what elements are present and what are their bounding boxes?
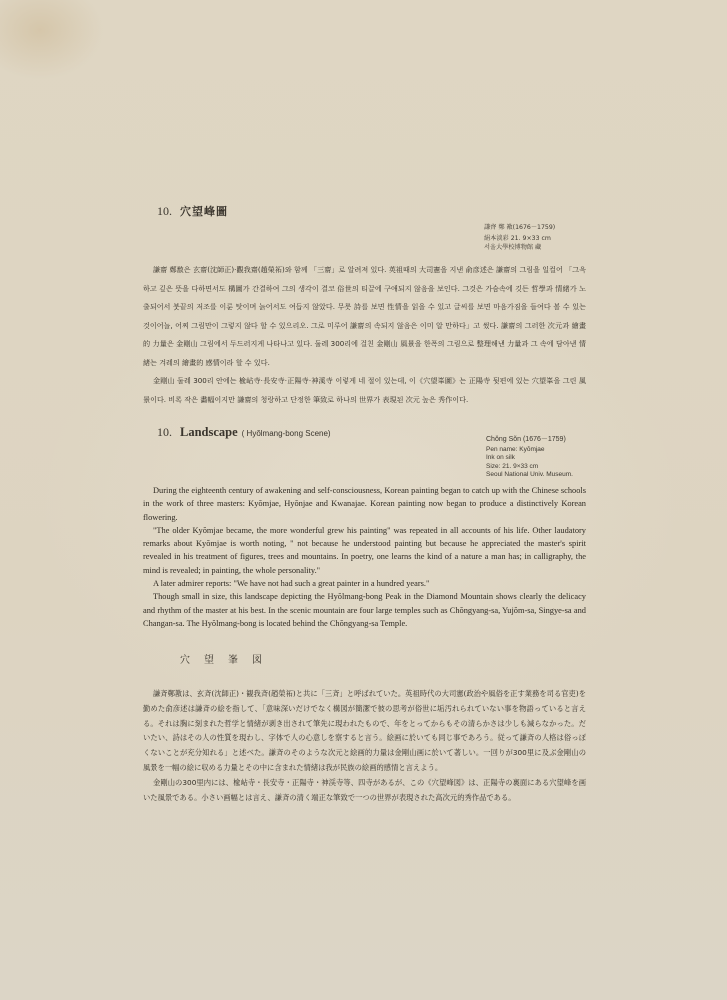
section-number: 10. [157, 204, 172, 218]
medium-size-line: 絹本淡彩 21. 9×33 cm [484, 235, 551, 242]
english-paragraph-2: "The older Kyŏmjae became, the more wonderful grew his painting" was repeated in all accounts of his life. Other laudatory remarks about Kyŏmjae is worth noting, " not because he understood painting but because he appreciated the master's spirit revealed in his treatment of figures, trees and mountains. In poetry, one learns the kind of a nature a man has; in calligraphy, the mind is revealed; in painting, the whole personality." [143, 525, 586, 575]
korean-paragraph-2: 金剛山 둘레 300리 안에는 楡岾寺·長安寺·正陽寺·神溪寺 이렇게 네 절이 있는데, 이《穴望峯圖》는 正陽寺 뒷편에 있는 穴望峯을 그린 風景이다. 비록 작은 畵幅이지만 謙齋의 청랑하고 단정한 筆致로 하나의 世界가 表現된 次元 높은 秀作이다. [143, 376, 586, 404]
korean-body [143, 261, 586, 409]
collection-line: 서울大學校博物館 藏 [484, 244, 542, 251]
section-number: 10. [157, 425, 172, 439]
japanese-body [143, 687, 586, 805]
medium-line: Ink on silk [486, 454, 515, 462]
english-paragraph-3: A later admirer reports: "We have not had such a great painter in a hundred years." [153, 579, 430, 589]
japanese-paragraph-1: 謙斉鄭敾は、玄斉(沈師正)・観我斉(趙榮祏)と共に「三斉」と呼ばれていた。英祖時代の大司憲(政治や風俗を正す業務を司る官吏)を勤めた俞彦述は謙斉の絵を指して、「意味深いだけでなく構図が簡潔で彼の思考が俗世に垢汚れられていない事を物語っていると言える。それは胸に刻まれた哲学と情緒が剥き出されて筆先に現われたもので、年をとってからもその清らかさは少しも減らなかった。だいたい、詩はその人の性質を現わし、字体で人の心意しを察すると言う。絵画に於いても同じ事であろう。従って謙斉の人格は俗っぽくないことが充分知れる」と述べた。謙斉のそのような次元と絵画的力量は金剛山画に於いて著しい。一回りが300里に及ぶ金剛山の風景を一幅の絵に収める力量とその中に含まれた情緒は我が民族の絵画的感情と言えよう。 [143, 689, 586, 772]
english-body [143, 484, 586, 630]
english-paragraph-4: Though small in size, this landscape depicting the Hyŏlmang-bong Peak in the Diamond Mountain shows clearly the delicacy and rhythm of the master at his best. In the scenic mountain are four large temples such as Chŏngyang-sa, Yujŏm-sa, Singye-sa and Changan-sa. The Hyŏlmang-bong is located behind the Chŏngyang-sa Temple. [143, 592, 586, 628]
collection-line: Seoul National Univ. Museum. [486, 471, 573, 479]
english-paragraph-1: During the eighteenth century of awakening and self-consciousness, Korean painting began to catch up with the Chinese schools in the work of three masters: Kyŏmjae, Hyŏnjae and Kwanajae. Korean painting now began to produce a distinctively Korean flowering. [143, 486, 586, 522]
section-title: 穴望峰圖 [180, 205, 228, 218]
pen-name-line: Pen name: Kyŏmjae [486, 445, 545, 453]
english-section-heading [157, 425, 331, 440]
english-credit [486, 436, 606, 480]
japanese-section-heading: 穴望峯図 [180, 655, 276, 666]
korean-paragraph-1: 謙齋 鄭敾은 玄齋(沈師正)·觀我齋(趙榮祏)와 함께 「三齋」로 알려져 있다. 英祖때의 大司憲을 지낸 俞彦述은 謙齋의 그림을 일컬어 「그윽하고 깊은 뜻을 다하면서도 構圖가 간결하여 그의 생각이 결코 俗世의 티끌에 구애되지 않음을 보인다. 그것은 가슴속에 깃든 哲學과 情緒가 노출되어서 붓끝의 저조를 이룬 탓이며 늙어서도 여듭지 않았다. 무릇 詩를 보면 性情을 읽을 수 있고 글씨를 보면 마음가짐을 들여다 볼 수 있는 것이어늘, 어찌 그림만이 그렇지 않다 할 수 있으리오. 그로 미루어 謙齋의 속되지 않음은 이미 알 만하다」고 썼다. 謙齋의 그러한 次元과 繪畫的 力量은 金剛山 그림에서 두드러지게 나타나고 있다. 둘레 300리에 걸친 金剛山 風景을 한폭의 그림으로 整理해낸 力量과 그 속에 담아낸 情緒는 겨레의 繪畫的 感情이라 할 수 있다. [143, 265, 586, 367]
artist-line: Chŏng Sŏn (1676－1759) [486, 436, 566, 443]
korean-credit [484, 223, 614, 252]
japanese-paragraph-2: 金剛山の300里内には、楡岾寺・長安寺・正陽寺・神渓寺等、四寺があるが、この《穴望峰図》は、正陽寺の裏面にある穴望峰を画いた風景である。小さい画幅とは言え、謙斉の清く端正な筆致で一つの世界が表現された高次元的秀作品である。 [143, 777, 586, 802]
section-subtitle: ( Hyŏlmang-bong Scene) [241, 429, 331, 438]
size-line: Size: 21. 9×33 cm [486, 462, 539, 470]
artist-line: 謙齊 鄭 敾(1676－1759) [484, 224, 556, 231]
korean-section-heading [157, 203, 228, 219]
section-title: Landscape [180, 425, 238, 439]
